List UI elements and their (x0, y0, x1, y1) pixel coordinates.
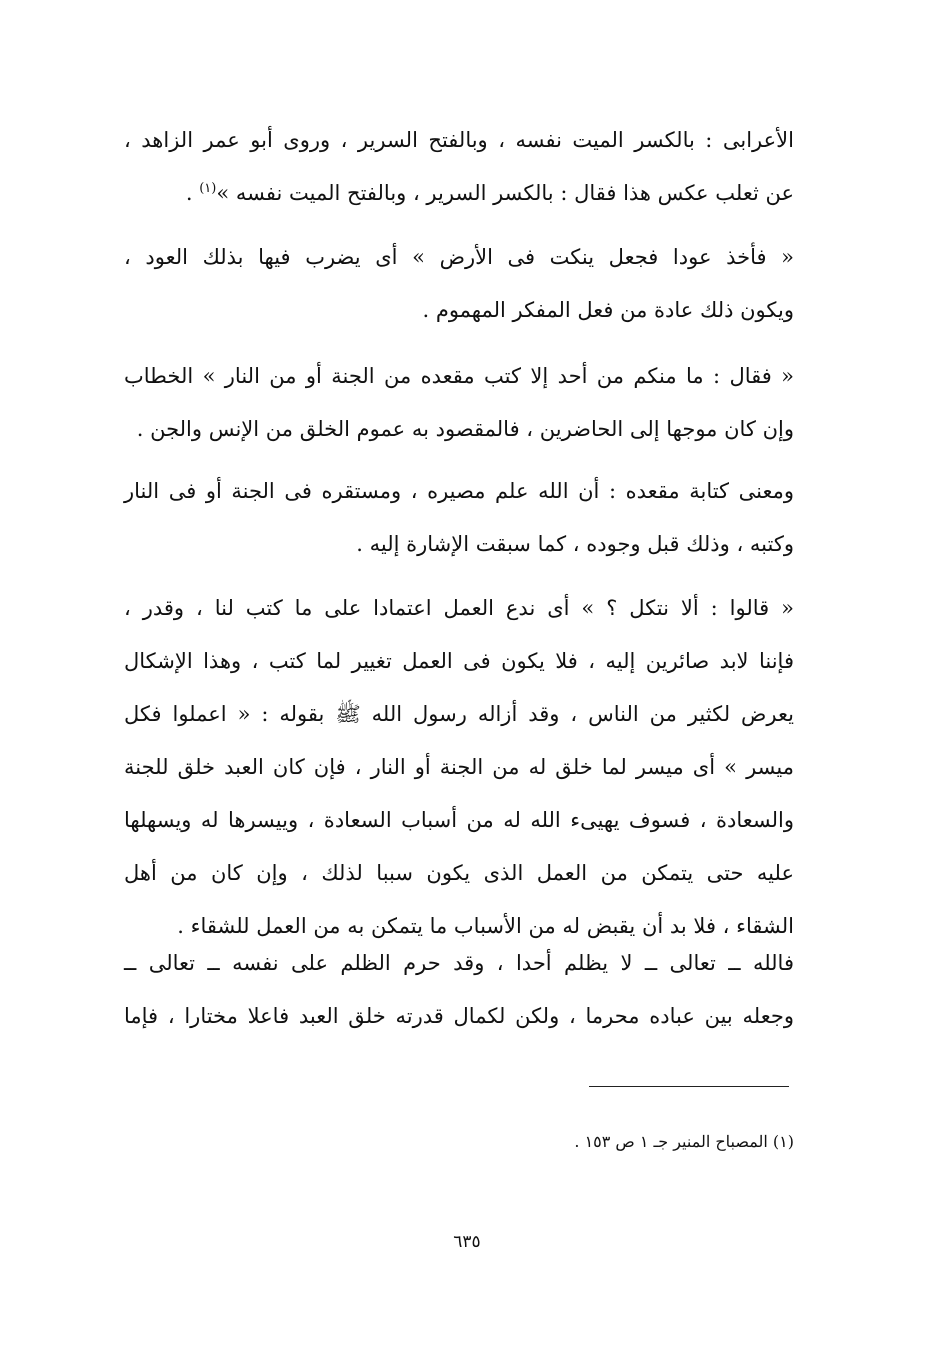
text-line-content: عن ثعلب عكس هذا فقال : بالكسر السرير ، وبالفتح الميت نفسه » (216, 181, 794, 205)
text-line: فإننا لابد صائرين إليه ، فلا يكون فى العمل تغيير لما كتب ، وهذا الإشكال (124, 649, 794, 673)
paragraph-5 (124, 582, 794, 953)
paragraph-2 (124, 231, 794, 337)
text-line: والسعادة ، فسوف يهيىء الله له من أسباب السعادة ، وييسرها له ويسهلها (124, 808, 794, 832)
text-line: فالله ــ تعالى ــ لا يظلم أحدا ، وقد حرم الظلم على نفسه ــ تعالى ــ (124, 951, 794, 975)
footnote-marker: (١) (199, 181, 217, 196)
footnote: (١) المصباح المنير جـ ١ ص ١٥٣ . (574, 1132, 794, 1151)
text-line: وجعله بين عباده محرما ، ولكن لكمال قدرته خلق العبد فاعلا مختارا ، فإما (124, 1004, 794, 1028)
text-line: « فأخذ عودا فجعل ينكت فى الأرض » أى يضرب فيها بذلك العود ، (124, 245, 794, 269)
paragraph-6 (124, 937, 794, 1043)
paragraph-4 (124, 465, 794, 571)
text-line: « فقال : ما منكم من أحد إلا كتب مقعده من الجنة أو من النار » الخطاب (124, 364, 794, 388)
text-line: ميسر » أى ميسر لما خلق له من الجنة أو النار ، فإن كان العبد خلق للجنة (124, 755, 794, 779)
text-line: الشقاء ، فلا بد أن يقبض له من الأسباب ما يتمكن به من العمل للشقاء . (177, 914, 794, 938)
text-line (124, 167, 794, 220)
text-line: يعرض لكثير من الناس ، وقد أزاله رسول الله ﷺ بقوله : « اعملوا فكل (124, 702, 794, 726)
text-line: ويكون ذلك عادة من فعل المفكر المهموم . (422, 298, 794, 322)
text-line: « قالوا : ألا نتكل ؟ » أى ندع العمل اعتمادا على ما كتب لنا ، وقدر ، (124, 596, 794, 620)
text-line: عليه حتى يتمكن من العمل الذى يكون سببا لذلك ، وإن كان من أهل (124, 861, 794, 885)
page-number: ٦٣٥ (453, 1232, 481, 1252)
text-line: الأعرابى : بالكسر الميت نفسه ، وبالفتح السرير ، وروى أبو عمر الزاهد ، (124, 128, 794, 152)
paragraph-1 (124, 114, 794, 220)
text-line: وكتبه ، وذلك قبل وجوده ، كما سبقت الإشارة إليه . (356, 532, 794, 556)
text-line: وإن كان موجها إلى الحاضرين ، فالمقصود به عموم الخلق من الإنس والجن . (136, 417, 794, 441)
text-line: ومعنى كتابة مقعده : أن الله علم مصيره ، ومستقره فى الجنة أو فى النار (124, 479, 794, 503)
paragraph-3 (124, 350, 794, 456)
footnote-separator (589, 1086, 789, 1087)
line-end-punctuation: . (185, 181, 200, 205)
